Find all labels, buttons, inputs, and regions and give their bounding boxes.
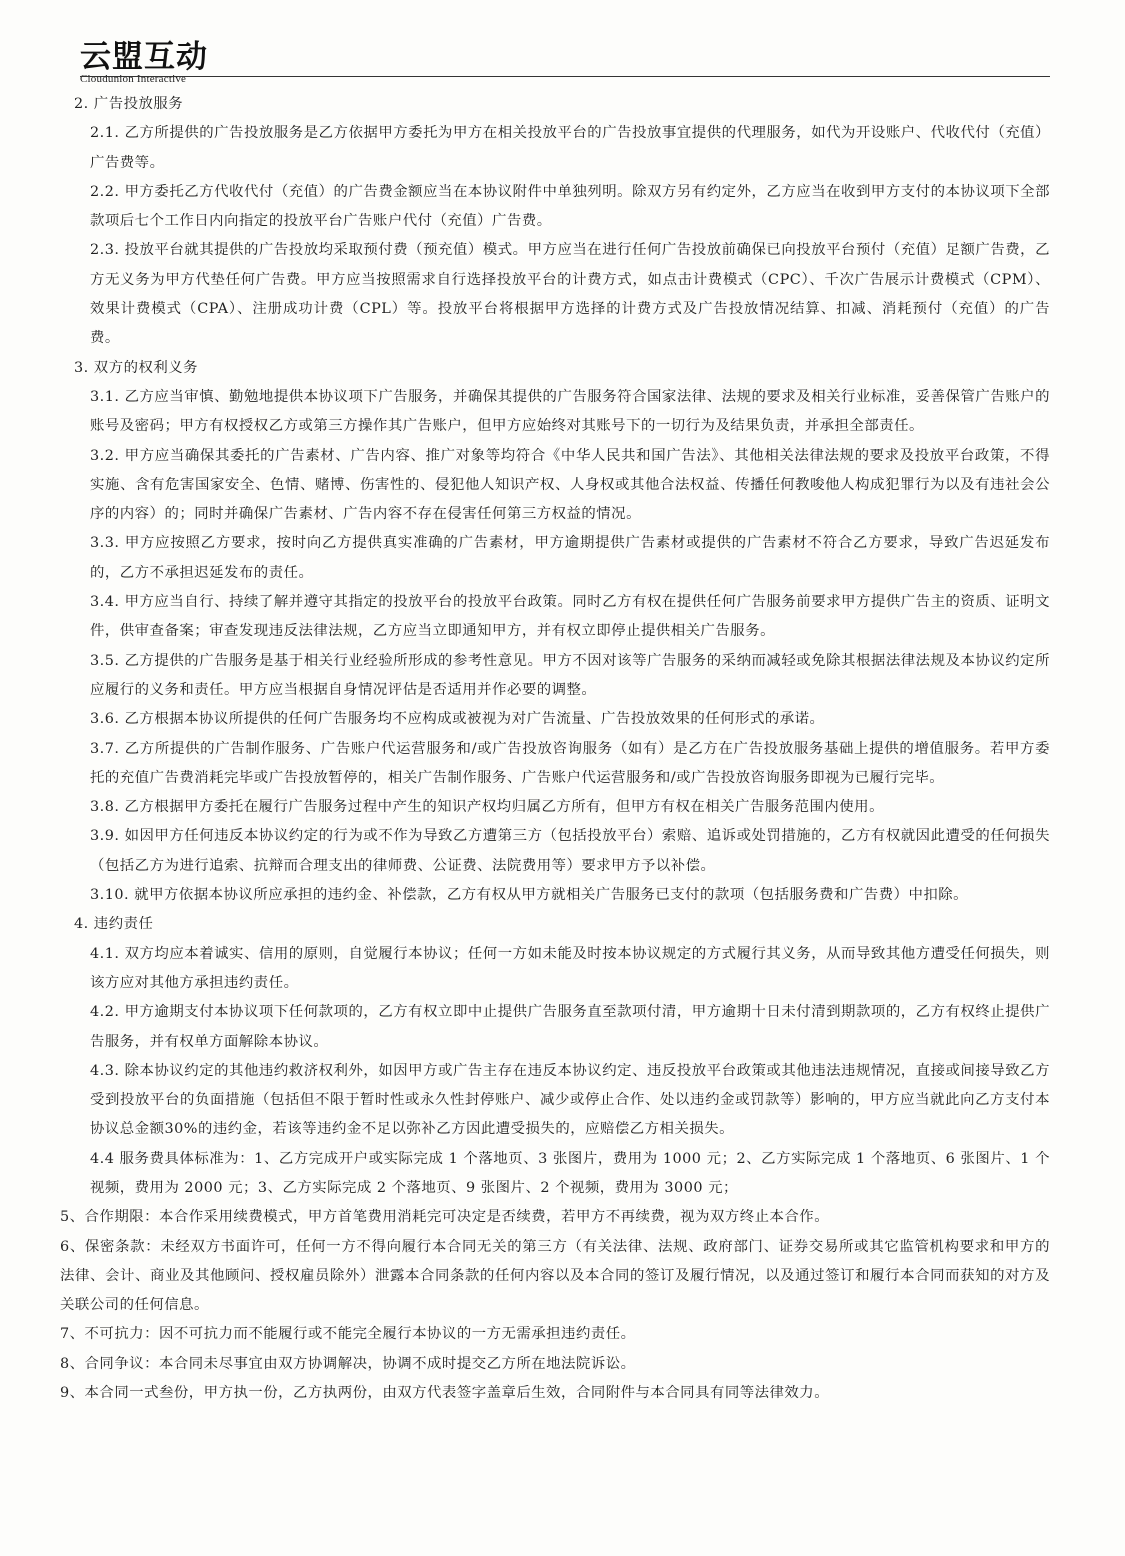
logo-english-name: Cloudunion Interactive xyxy=(80,73,187,85)
clause-paragraph: 3.6. 乙方根据本协议所提供的任何广告服务均不应构成或被视为对广告流量、广告投放效果的任何形式的承诺。 xyxy=(90,711,825,728)
clause-paragraph: 4.1. 双方均应本着诚实、信用的原则，自觉履行本协议；任何一方如未能及时按本协议规定的方式履行其义务，从而导致其他方遭受任何损失，则该方应对其他方承担违约责任。 xyxy=(90,945,1050,991)
clause-paragraph: 3.9. 如因甲方任何违反本协议约定的行为或不作为导致乙方遭第三方（包括投放平台）索赔、追诉或处罚措施的，乙方有权就因此遭受的任何损失（包括乙方为进行追索、抗辩而合理支出的律师费、公证费、法院费用等）要求甲方予以补偿。 xyxy=(90,828,1050,874)
section-heading: 2. 广告投放服务 xyxy=(74,96,184,112)
section-heading: 3. 双方的权利义务 xyxy=(74,359,199,376)
clause-paragraph: 4.3. 除本协议约定的其他违约救济权利外，如因甲方或广告主存在违反本协议约定、违反投放平台政策或其他违法违规情况，直接或间接导致乙方受到投放平台的负面措施（包括但不限于暂时性或永久性封停账户、减少或停止合作、处以违约金或罚款等）影响的，甲方应当就此向乙方支付本协议总金额30%的违约金，若该等违约金不足以弥补乙方因此遭受损失的，应赔偿乙方相关损失。 xyxy=(90,1062,1050,1138)
clause-paragraph: 3.3. 甲方应按照乙方要求，按时向乙方提供真实准确的广告素材，甲方逾期提供广告素材或提供的广告素材不符合乙方要求，导致广告迟延发布的，乙方不承担迟延发布的责任。 xyxy=(90,535,1050,581)
clause-paragraph: 3.2. 甲方应当确保其委托的广告素材、广告内容、推广对象等均符合《中华人民共和国广告法》、其他相关法律法规的要求及投放平台政策，不得实施、含有危害国家安全、色情、赌博、伤害性的、侵犯他人知识产权、人身权或其他合法权益、传播任何教唆他人构成犯罪行为以及有违社会公序的内容）的；同时并确保广告素材、广告内容不存在侵害任何第三方权益的情况。 xyxy=(90,447,1050,523)
clause-paragraph: 3.8. 乙方根据甲方委托在履行广告服务过程中产生的知识产权均归属乙方所有，但甲方有权在相关广告服务范围内使用。 xyxy=(90,799,884,816)
section-heading: 5、合作期限：本合作采用续费模式，甲方首笔费用消耗完可决定是否续费，若甲方不再续费，视为双方终止本合作。 xyxy=(60,1209,830,1226)
clause-paragraph: 2.1. 乙方所提供的广告投放服务是乙方依据甲方委托为甲方在相关投放平台的广告投放事宜提供的代理服务，如代为开设账户、代收代付（充值）广告费等。 xyxy=(90,125,1050,171)
clause-paragraph: 3.1. 乙方应当审慎、勤勉地提供本协议项下广告服务，并确保其提供的广告服务符合国家法律、法规的要求及相关行业标准，妥善保管广告账户的账号及密码；甲方有权授权乙方或第三方操作其广告账户，但甲方应始终对其账号下的一切行为及结果负责，并承担全部责任。 xyxy=(90,388,1050,435)
logo-chinese-name: 云盟互动 xyxy=(80,39,208,75)
clause-paragraph: 3.5. 乙方提供的广告服务是基于相关行业经验所形成的参考性意见。甲方不因对该等广告服务的采纳而减轻或免除其根据法律法规及本协议约定所应履行的义务和责任。甲方应当根据自身情况评估是否适用并作必要的调整。 xyxy=(90,652,1050,698)
clause-paragraph: 3.10. 就甲方依据本协议所应承担的违约金、补偿款，乙方有权从甲方就相关广告服务已支付的款项（包括服务费和广告费）中扣除。 xyxy=(90,887,969,904)
clause-paragraph: 2.2. 甲方委托乙方代收代付（充值）的广告费金额应当在本协议附件中单独列明。除双方另有约定外，乙方应当在收到甲方支付的本协议项下全部款项后七个工作日内向指定的投放平台广告账户代付（充值）广告费。 xyxy=(90,183,1050,230)
section-heading: 7、不可抗力：因不可抗力而不能履行或不能完全履行本协议的一方无需承担违约责任。 xyxy=(60,1326,636,1343)
section-heading: 4. 违约责任 xyxy=(74,916,154,933)
clause-paragraph: 3.4. 甲方应当自行、持续了解并遵守其指定的投放平台的投放平台政策。同时乙方有权在提供任何广告服务前要求甲方提供广告主的资质、证明文件，供审查备案；审查发现违反法律法规，乙方应当立即通知甲方，并有权立即停止提供相关广告服务。 xyxy=(90,594,1050,640)
section-heading: 8、合同争议：本合同未尽事宜由双方协调解决，协调不成时提交乙方所在地法院诉讼。 xyxy=(60,1355,636,1372)
header-rule xyxy=(80,76,1050,77)
section-heading: 9、本合同一式叁份，甲方执一份，乙方执两份，由双方代表签字盖章后生效，合同附件与本合同具有同等法律效力。 xyxy=(60,1385,830,1402)
clause-paragraph: 4.4 服务费具体标准为：1、乙方完成开户或实际完成 1 个落地页、3 张图片，费用为 1000 元；2、乙方实际完成 1 个落地页、6 张图片、1 个视频，费用为 2000 元；3、乙方实际完成 2 个落地页、9 张图片、2 个视频，费用为 3000 元； xyxy=(90,1150,1050,1196)
contract-body xyxy=(60,90,1050,1408)
clause-paragraph: 3.7. 乙方所提供的广告制作服务、广告账户代运营服务和/或广告投放咨询服务（如有）是乙方在广告投放服务基础上提供的增值服务。若甲方委托的充值广告费消耗完毕或广告投放暂停的，相关广告制作服务、广告账户代运营服务和/或广告投放咨询服务即视为已履行完毕。 xyxy=(90,740,1050,786)
company-logo xyxy=(80,40,208,85)
clause-paragraph: 2.3. 投放平台就其提供的广告投放均采取预付费（预充值）模式。甲方应当在进行任何广告投放前确保已向投放平台预付（充值）足额广告费，乙方无义务为甲方代垫任何广告费。甲方应当按照需求自行选择投放平台的计费方式，如点击计费模式（CPC）、千次广告展示计费模式（CPM）、效果计费模式（CPA）、注册成功计费（CPL）等。投放平台将根据甲方选择的计费方式及广告投放情况结算、扣减、消耗预付（充值）的广告费。 xyxy=(90,242,1050,347)
clause-paragraph: 4.2. 甲方逾期支付本协议项下任何款项的，乙方有权立即中止提供广告服务直至款项付清，甲方逾期十日未付清到期款项的，乙方有权终止提供广告服务，并有权单方面解除本协议。 xyxy=(90,1004,1050,1050)
section-heading: 6、保密条款：未经双方书面许可，任何一方不得向履行本合同无关的第三方（有关法律、法规、政府部门、证券交易所或其它监管机构要求和甲方的法律、会计、商业及其他顾问、授权雇员除外）泄露本合同条款的任何内容以及本合同的签订及履行情况，以及通过签订和履行本合同而获知的对方及关联公司的任何信息。 xyxy=(60,1238,1050,1314)
